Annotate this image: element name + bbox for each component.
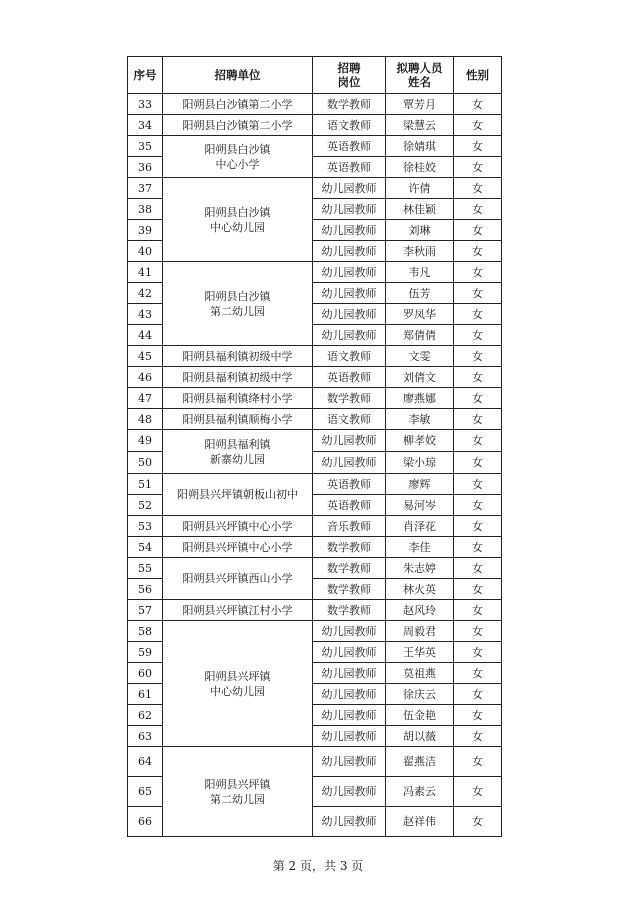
cell-gender: 女	[454, 495, 502, 516]
cell-name: 罗凤华	[386, 304, 454, 325]
cell-name: 柳孝姣	[386, 430, 454, 452]
cell-seq: 48	[128, 409, 163, 430]
cell-seq: 45	[128, 346, 163, 367]
cell-seq: 43	[128, 304, 163, 325]
cell-gender: 女	[454, 474, 502, 495]
cell-unit	[163, 747, 313, 837]
cell-seq: 39	[128, 220, 163, 241]
cell-seq: 41	[128, 262, 163, 283]
cell-position: 幼儿园教师	[313, 325, 386, 346]
cell-gender: 女	[454, 705, 502, 726]
unit-line1: 阳朔县白沙镇	[204, 142, 271, 156]
cell-name: 周毅君	[386, 621, 454, 642]
cell-position: 英语教师	[313, 474, 386, 495]
header-position	[313, 57, 386, 94]
cell-seq: 54	[128, 537, 163, 558]
cell-seq: 34	[128, 115, 163, 136]
unit-line2: 第二幼儿园	[210, 792, 265, 806]
cell-name: 李敏	[386, 409, 454, 430]
cell-seq: 66	[128, 807, 163, 837]
cell-gender: 女	[454, 115, 502, 136]
table-row	[128, 115, 502, 136]
cell-gender: 女	[454, 304, 502, 325]
cell-name: 冯素云	[386, 777, 454, 807]
cell-position: 幼儿园教师	[313, 262, 386, 283]
cell-position: 幼儿园教师	[313, 684, 386, 705]
cell-position: 幼儿园教师	[313, 663, 386, 684]
cell-gender: 女	[454, 283, 502, 304]
table-row	[128, 136, 502, 157]
cell-gender: 女	[454, 747, 502, 777]
cell-gender: 女	[454, 663, 502, 684]
cell-seq: 63	[128, 726, 163, 747]
cell-gender: 女	[454, 579, 502, 600]
cell-seq: 44	[128, 325, 163, 346]
cell-name: 郑倩倩	[386, 325, 454, 346]
cell-name: 韦凡	[386, 262, 454, 283]
cell-position: 数学教师	[313, 600, 386, 621]
unit-line1: 阳朔县兴坪镇	[204, 777, 271, 791]
table-row	[128, 94, 502, 115]
cell-unit	[163, 115, 313, 136]
cell-name: 梁小琼	[386, 452, 454, 474]
cell-seq: 49	[128, 430, 163, 452]
cell-position: 幼儿园教师	[313, 642, 386, 663]
header-person	[386, 57, 454, 94]
cell-position: 数学教师	[313, 579, 386, 600]
cell-gender: 女	[454, 807, 502, 837]
table-row	[128, 600, 502, 621]
cell-gender: 女	[454, 777, 502, 807]
cell-unit	[163, 600, 313, 621]
cell-name: 莫祖燕	[386, 663, 454, 684]
unit-line2: 第二幼儿园	[210, 304, 265, 318]
table-row	[128, 262, 502, 283]
cell-seq: 64	[128, 747, 163, 777]
cell-name: 翟燕洁	[386, 747, 454, 777]
cell-gender: 女	[454, 346, 502, 367]
cell-unit	[163, 178, 313, 262]
cell-gender: 女	[454, 178, 502, 199]
cell-position: 语文教师	[313, 115, 386, 136]
cell-seq: 55	[128, 558, 163, 579]
cell-position: 幼儿园教师	[313, 199, 386, 220]
cell-gender: 女	[454, 220, 502, 241]
cell-seq: 46	[128, 367, 163, 388]
cell-gender: 女	[454, 600, 502, 621]
cell-position: 语文教师	[313, 409, 386, 430]
cell-gender: 女	[454, 621, 502, 642]
cell-unit	[163, 430, 313, 474]
table-row	[128, 346, 502, 367]
cell-name: 徐桂姣	[386, 157, 454, 178]
cell-seq: 60	[128, 663, 163, 684]
cell-seq: 53	[128, 516, 163, 537]
cell-unit	[163, 367, 313, 388]
unit-line1: 阳朔县白沙镇第二小学	[182, 97, 293, 111]
cell-gender: 女	[454, 367, 502, 388]
cell-gender: 女	[454, 157, 502, 178]
cell-seq: 47	[128, 388, 163, 409]
cell-unit	[163, 516, 313, 537]
cell-position: 幼儿园教师	[313, 241, 386, 262]
cell-gender: 女	[454, 452, 502, 474]
table-row	[128, 621, 502, 642]
cell-name: 梁慧云	[386, 115, 454, 136]
table-row	[128, 178, 502, 199]
cell-name: 徐庆云	[386, 684, 454, 705]
unit-line1: 阳朔县白沙镇第二小学	[182, 118, 293, 132]
cell-position: 幼儿园教师	[313, 283, 386, 304]
cell-position: 幼儿园教师	[313, 178, 386, 199]
unit-line1: 阳朔县兴坪镇江村小学	[182, 603, 293, 617]
unit-line1: 阳朔县福利镇绛村小学	[182, 391, 293, 405]
header-person-line2: 姓名	[408, 75, 431, 89]
cell-position: 幼儿园教师	[313, 430, 386, 452]
cell-position: 幼儿园教师	[313, 807, 386, 837]
unit-line1: 阳朔县福利镇初级中学	[182, 370, 293, 384]
cell-name: 王华英	[386, 642, 454, 663]
unit-line1: 阳朔县福利镇	[204, 437, 271, 451]
table-row	[128, 516, 502, 537]
cell-gender: 女	[454, 537, 502, 558]
unit-line1: 阳朔县兴坪镇	[204, 669, 271, 683]
table-row	[128, 558, 502, 579]
cell-position: 英语教师	[313, 495, 386, 516]
cell-gender: 女	[454, 642, 502, 663]
cell-position: 幼儿园教师	[313, 777, 386, 807]
cell-name: 林佳颖	[386, 199, 454, 220]
cell-seq: 59	[128, 642, 163, 663]
header-seq: 序号	[128, 57, 163, 94]
cell-position: 音乐教师	[313, 516, 386, 537]
header-position-line1: 招聘	[337, 61, 361, 75]
table-row	[128, 537, 502, 558]
cell-position: 英语教师	[313, 157, 386, 178]
unit-line1: 阳朔县兴坪镇西山小学	[182, 572, 293, 585]
cell-name: 廖燕娜	[386, 388, 454, 409]
cell-unit	[163, 136, 313, 178]
cell-position: 数学教师	[313, 558, 386, 579]
table-row	[128, 388, 502, 409]
cell-unit	[163, 537, 313, 558]
unit-line1: 阳朔县兴坪镇朝板山初中	[177, 488, 298, 501]
cell-name: 李佳	[386, 537, 454, 558]
cell-name: 易河岑	[386, 495, 454, 516]
cell-name: 李秋雨	[386, 241, 454, 262]
cell-unit	[163, 409, 313, 430]
cell-seq: 62	[128, 705, 163, 726]
cell-name: 肖泽花	[386, 516, 454, 537]
cell-position: 幼儿园教师	[313, 747, 386, 777]
cell-seq: 51	[128, 474, 163, 495]
cell-name: 刘琳	[386, 220, 454, 241]
header-position-line2: 岗位	[337, 75, 361, 89]
table-row	[128, 367, 502, 388]
cell-unit	[163, 388, 313, 409]
cell-seq: 57	[128, 600, 163, 621]
cell-name: 廖辉	[386, 474, 454, 495]
unit-line1: 阳朔县福利镇初级中学	[182, 349, 293, 363]
table-row	[128, 474, 502, 495]
cell-gender: 女	[454, 409, 502, 430]
table-row	[128, 747, 502, 777]
cell-position: 幼儿园教师	[313, 220, 386, 241]
cell-gender: 女	[454, 684, 502, 705]
cell-gender: 女	[454, 325, 502, 346]
cell-name: 许倩	[386, 178, 454, 199]
cell-unit	[163, 262, 313, 346]
header-gender: 性别	[454, 57, 502, 94]
cell-seq: 36	[128, 157, 163, 178]
cell-gender: 女	[454, 430, 502, 452]
cell-position: 英语教师	[313, 367, 386, 388]
unit-line1: 阳朔县福利镇顺梅小学	[182, 412, 293, 426]
table-row	[128, 409, 502, 430]
unit-line2: 中心幼儿园	[210, 684, 265, 698]
cell-position: 语文教师	[313, 346, 386, 367]
cell-gender: 女	[454, 136, 502, 157]
cell-seq: 61	[128, 684, 163, 705]
cell-seq: 52	[128, 495, 163, 516]
unit-line1: 阳朔县兴坪镇中心小学	[182, 540, 293, 554]
cell-gender: 女	[454, 199, 502, 220]
cell-gender: 女	[454, 262, 502, 283]
cell-position: 幼儿园教师	[313, 705, 386, 726]
cell-gender: 女	[454, 94, 502, 115]
cell-position: 数学教师	[313, 94, 386, 115]
cell-name: 徐婧琪	[386, 136, 454, 157]
unit-line2: 新寨幼儿园	[210, 452, 265, 466]
cell-position: 数学教师	[313, 388, 386, 409]
cell-seq: 38	[128, 199, 163, 220]
cell-gender: 女	[454, 558, 502, 579]
cell-gender: 女	[454, 516, 502, 537]
table-header-row	[128, 57, 502, 94]
cell-name: 赵祥伟	[386, 807, 454, 837]
cell-position: 幼儿园教师	[313, 452, 386, 474]
cell-position: 幼儿园教师	[313, 726, 386, 747]
cell-name: 覃芳月	[386, 94, 454, 115]
cell-position: 数学教师	[313, 537, 386, 558]
cell-unit	[163, 558, 313, 600]
header-person-line1: 拟聘人员	[396, 61, 443, 75]
cell-unit	[163, 621, 313, 747]
cell-name: 刘倩文	[386, 367, 454, 388]
cell-position: 幼儿园教师	[313, 304, 386, 325]
cell-seq: 37	[128, 178, 163, 199]
table-row	[128, 430, 502, 452]
unit-line1: 阳朔县白沙镇	[204, 289, 271, 303]
cell-seq: 40	[128, 241, 163, 262]
cell-name: 文雯	[386, 346, 454, 367]
unit-line2: 中心小学	[215, 157, 260, 171]
cell-name: 伍芳	[386, 283, 454, 304]
recruitment-table	[127, 56, 502, 837]
cell-name: 胡以薇	[386, 726, 454, 747]
cell-unit	[163, 94, 313, 115]
cell-gender: 女	[454, 388, 502, 409]
cell-position: 幼儿园教师	[313, 621, 386, 642]
unit-line1: 阳朔县白沙镇	[204, 205, 271, 219]
cell-position: 英语教师	[313, 136, 386, 157]
cell-seq: 56	[128, 579, 163, 600]
cell-seq: 58	[128, 621, 163, 642]
cell-unit	[163, 346, 313, 367]
cell-gender: 女	[454, 726, 502, 747]
cell-name: 赵风玲	[386, 600, 454, 621]
page-footer: 第 2 页，共 3 页	[272, 859, 364, 873]
cell-gender: 女	[454, 241, 502, 262]
cell-seq: 35	[128, 136, 163, 157]
header-unit: 招聘单位	[163, 57, 313, 94]
cell-seq: 33	[128, 94, 163, 115]
cell-unit	[163, 474, 313, 516]
cell-name: 林火英	[386, 579, 454, 600]
cell-seq: 65	[128, 777, 163, 807]
cell-seq: 42	[128, 283, 163, 304]
cell-name: 伍金艳	[386, 705, 454, 726]
cell-seq: 50	[128, 452, 163, 474]
cell-name: 朱志婷	[386, 558, 454, 579]
unit-line2: 中心幼儿园	[210, 220, 265, 234]
unit-line1: 阳朔县兴坪镇中心小学	[182, 519, 293, 533]
